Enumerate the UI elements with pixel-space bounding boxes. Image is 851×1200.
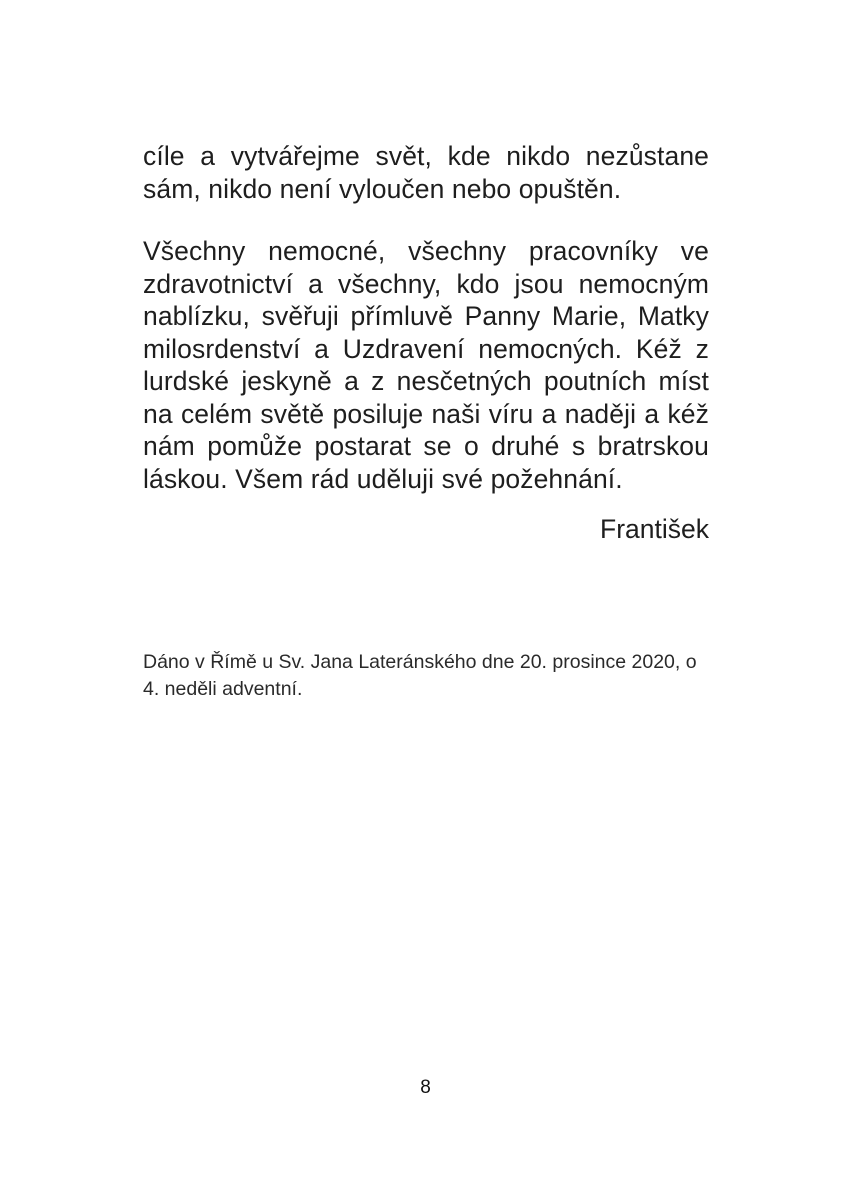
dateline: Dáno v Římě u Sv. Jana Lateránského dne 20. prosince 2020, o 4. neděli adventní. <box>143 651 697 700</box>
page-number: 8 <box>420 1077 431 1098</box>
paragraph-blessing: Všechny nemocné, všechny pracovníky ve zdravotnictví a všechny, kdo jsou nemocným nablízku, svěřuji přímluvě Panny Marie, Matky milosrdenství a Uzdravení nemocných. Kéž z lurdské jeskyně a z nesčetných poutních míst na celém světě posiluje naši víru a naději a kéž nám pomůže postarat se o druhé s bratrskou láskou. Všem rád uděluji své požehnání. <box>143 236 709 494</box>
document-body <box>143 140 709 546</box>
signature: František <box>600 514 709 544</box>
paragraph-closing-appeal: cíle a vytvářejme svět, kde nikdo nezůstane sám, nikdo není vyloučen nebo opuštěn. <box>143 141 709 204</box>
